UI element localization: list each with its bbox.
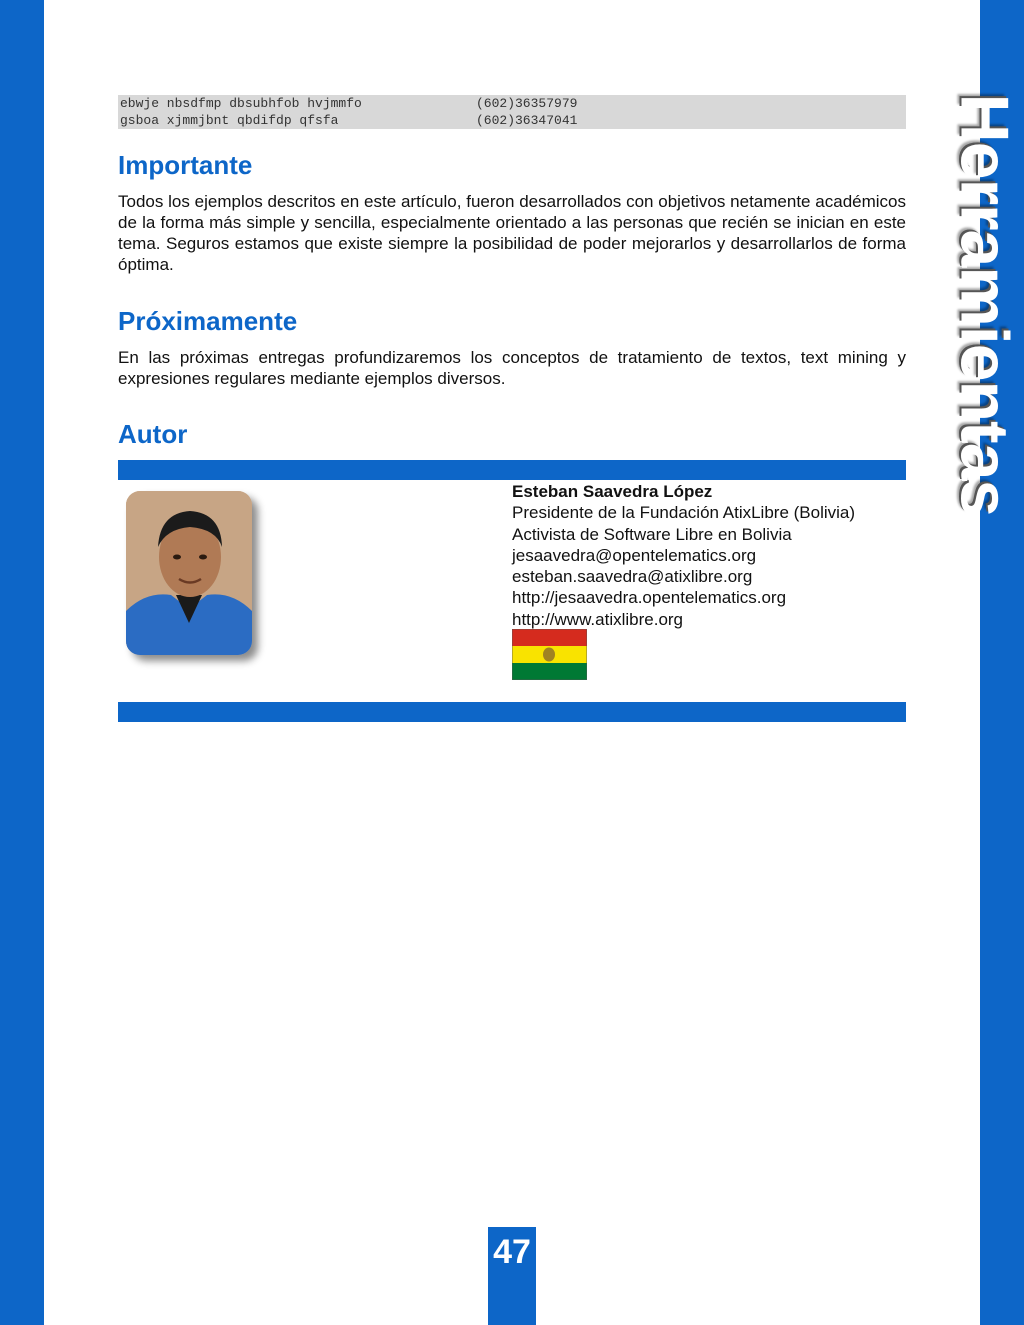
code-output-block bbox=[118, 95, 906, 129]
code-row-phone: (602)36347041 bbox=[476, 113, 578, 128]
author-name: Esteban Saavedra López bbox=[512, 482, 713, 501]
code-row bbox=[118, 112, 906, 129]
section-side-title bbox=[944, 85, 1024, 525]
author-role: Presidente de la Fundación AtixLibre (Bolivia) bbox=[512, 503, 856, 523]
author-bottom-rule bbox=[118, 702, 906, 722]
author-top-rule bbox=[118, 460, 906, 480]
left-margin-bar bbox=[0, 0, 44, 1325]
page-number: 47 bbox=[493, 1233, 531, 1271]
author-activism: Activista de Software Libre en Bolivia bbox=[512, 524, 792, 544]
autor-heading: Autor bbox=[118, 419, 188, 449]
proximamente-paragraph: En las próximas entregas profundizaremos los conceptos de tratamiento de textos, text mining y expresiones regulares mediante ejemplos diversos. bbox=[118, 348, 906, 388]
proximamente-heading: Próximamente bbox=[118, 306, 298, 336]
author-portrait-illustration bbox=[126, 491, 252, 655]
code-row-name: gsboa xjmmjbnt qbdifdp qfsfa bbox=[120, 113, 339, 128]
code-row bbox=[118, 95, 906, 112]
code-row-phone: (602)36357979 bbox=[476, 96, 578, 111]
section-side-title-text: Herramientas bbox=[946, 93, 1023, 517]
author-info bbox=[512, 481, 855, 630]
author-email-2: esteban.saavedra@atixlibre.org bbox=[512, 567, 753, 587]
page-number-tab bbox=[488, 1227, 536, 1325]
author-photo bbox=[126, 491, 252, 655]
importante-heading: Importante bbox=[118, 150, 253, 180]
code-row-name: ebwje nbsdfmp dbsubhfob hvjmmfo bbox=[120, 96, 362, 111]
author-website-1: http://jesaavedra.opentelematics.org bbox=[512, 588, 787, 608]
bolivia-flag-icon bbox=[512, 629, 587, 680]
importante-paragraph: Todos los ejemplos descritos en este artículo, fueron desarrollados con objetivos netamente académicos de la forma más simple y sencilla, especialmente orientado a las personas que recién se inician en este tema. Seguros estamos que existe siempre la posibilidad de poder mejorarlos y desarrollarlos de forma óptima. bbox=[118, 192, 906, 274]
author-website-2: http://www.atixlibre.org bbox=[512, 609, 684, 629]
author-email-1: jesaavedra@opentelematics.org bbox=[512, 545, 757, 565]
